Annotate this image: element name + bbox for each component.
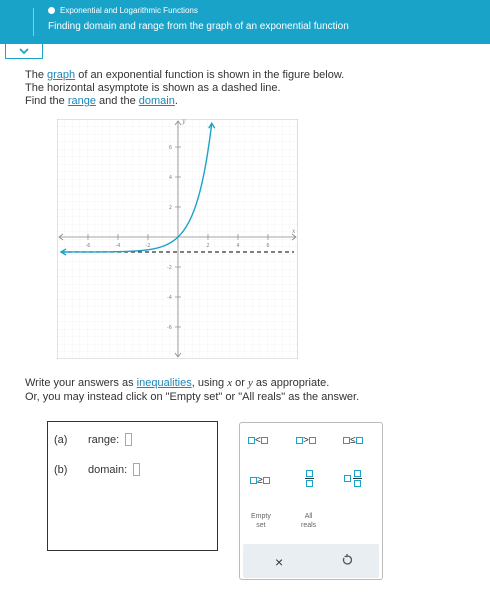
category-dot-icon (48, 7, 55, 14)
inequalities-link[interactable]: inequalities (136, 377, 192, 389)
y-tick-label: 2 (168, 205, 172, 211)
menu-icon[interactable] (0, 0, 30, 44)
math-palette (239, 422, 383, 580)
collapse-toggle[interactable] (5, 44, 43, 59)
x-tick-label: -2 (145, 243, 151, 249)
y-tick-label: -2 (167, 265, 172, 271)
category-title: Exponential and Logarithmic Functions (60, 6, 198, 15)
y-tick-label: -4 (167, 295, 172, 301)
domain-input[interactable] (133, 463, 140, 476)
x-axis-label: x (292, 228, 296, 235)
problem-statement: The graph of an exponential function is shown in the figure below. The horizontal asymptote is shown as a dashed line. Find the range and the domain. (25, 69, 345, 107)
domain-link[interactable]: domain (138, 95, 175, 107)
header-divider (33, 8, 34, 36)
range-row: (a) range: (54, 433, 132, 446)
function-graph (57, 119, 298, 359)
category-line (48, 6, 198, 15)
x-tick-label: -6 (85, 243, 91, 249)
undo-button[interactable] (341, 554, 353, 566)
greater-than-button[interactable]: > (296, 435, 316, 446)
greater-equal-button[interactable]: ≥ (250, 475, 270, 486)
domain-row: (b) domain: (54, 463, 140, 476)
empty-set-button[interactable]: Empty set (251, 513, 271, 529)
top-bar (0, 0, 490, 44)
y-tick-label: -6 (167, 325, 172, 331)
topic-title: Finding domain and range from the graph of an exponential function (48, 21, 349, 32)
all-reals-button[interactable]: All reals (301, 513, 317, 529)
answer-box (47, 421, 218, 551)
less-equal-button[interactable]: ≤ (343, 435, 363, 446)
fraction-button[interactable] (305, 470, 314, 487)
close-icon: × (275, 554, 284, 570)
graph-grid (57, 119, 298, 359)
x-tick-label: -4 (115, 243, 121, 249)
x-tick-label: 2 (206, 243, 210, 249)
mixed-number-button[interactable] (344, 470, 362, 487)
y-tick-label: 4 (168, 175, 172, 181)
y-axis-label: y (182, 119, 186, 125)
y-tick-label: 6 (168, 145, 172, 151)
undo-icon (341, 554, 353, 566)
instructions: Write your answers as inequalities, using x or y as appropriate. Or, you may instead click on "Empty set" or "All reals" as the answer. (25, 377, 360, 403)
x-tick-label: 4 (236, 243, 240, 249)
range-label: range: (88, 433, 120, 446)
range-link[interactable]: range (67, 95, 96, 107)
palette-actions (243, 544, 379, 578)
less-than-button[interactable]: < (248, 435, 268, 446)
graph-link[interactable]: graph (47, 69, 76, 81)
x-tick-label: 6 (266, 243, 270, 249)
range-input[interactable] (125, 433, 132, 446)
chevron-down-icon (19, 47, 29, 55)
clear-button[interactable] (275, 554, 283, 570)
domain-label: domain: (88, 463, 128, 476)
